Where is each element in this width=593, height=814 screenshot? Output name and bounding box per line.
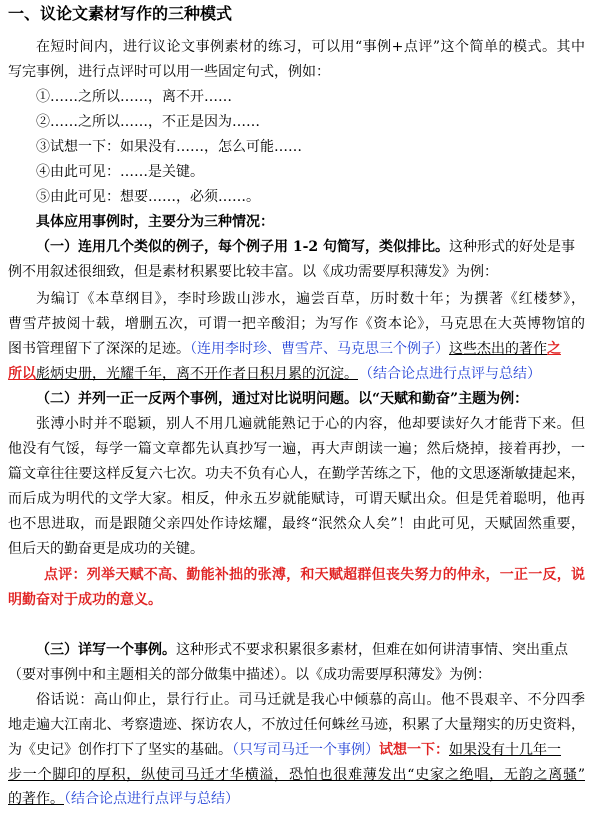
s2-line-3: 篇文章往往要这样反复六七次。功夫不负有心人，在勤学苦练之下，他的文思逐渐敏捷起来， [8, 466, 585, 482]
s1-example-3 [8, 339, 561, 359]
s3-p5-note: （结合论点进行点评与总结） [64, 791, 239, 807]
s3-p5-underlined: 的著作。 [8, 791, 64, 807]
pattern-2: ②……之所以……，不正是因为…… [36, 114, 260, 130]
s1-heading-rest: 这种形式的好处是事 [449, 239, 576, 255]
s3-heading: （三）详写一个事例。 [36, 642, 176, 658]
s2-line-2: 他没有气馁，每学一篇文章都先认真抄写一遍，再大声朗读一遍；然后烧掉，接着再抄，一 [8, 441, 585, 457]
s1-ex3-underlined: 这些杰出的著作 [449, 341, 547, 357]
s2-line-6: 但后天的勤奋更是成功的关键。 [8, 541, 204, 557]
intro-line-2: 写完事例，进行点评时可以用一些固定句式，例如： [8, 64, 330, 80]
s3-line-2: （要对事例中和主题相关的部分做集中描述）。以《成功需要厚积薄发》为例： [8, 667, 491, 683]
s1-ex3-red: 之 [547, 341, 561, 357]
situations-heading: 具体应用事例时，主要分为三种情况： [36, 214, 274, 230]
s3-para-2: 地走遍大江南北、考察遗迹、探访农人，不放过任何蛛丝马迹，积累了大量翔实的历史资料， [8, 717, 585, 733]
s1-heading-line [36, 237, 585, 257]
s3-p3-note: （只写司马迁一个事例） [232, 742, 379, 758]
s3-heading-rest: 这种形式不要求积累很多素材，但难在如何讲清事情、突出重点 [176, 642, 568, 658]
s3-para-3 [8, 740, 561, 760]
s3-para-4: 步一个脚印的厚积，纵使司马迁才华横溢，恐怕也很难薄发出“史家之绝唱，无韵之离骚” [8, 767, 585, 783]
s1-ex4-note: （结合论点进行点评与总结） [366, 366, 541, 382]
s3-para-5 [8, 789, 239, 809]
s1-ex3-note: （连用李时珍、曹雪芹、马克思三个例子） [190, 341, 449, 357]
s2-comment-2: 明勤奋对于成功的意义。 [8, 592, 162, 608]
s1-example-2: 曹雪芹披阅十载，增删五次，可谓一把辛酸泪；为写作《资本论》，马克思在大英博物馆的 [8, 316, 585, 332]
s1-ex3-text: 图书管理留下了深深的足迹。 [8, 341, 190, 357]
s1-ex4-red: 所以 [8, 366, 36, 382]
s1-example-1: 为编订《本草纲目》，李时珍跋山涉水，遍尝百草，历时数十年；为撰著《红楼梦》， [36, 291, 585, 307]
s3-p3-text: 为《史记》创作打下了坚实的基础。 [8, 742, 232, 758]
intro-line-1: 在短时间内，进行议论文事例素材的练习，可以用“事例+点评”这个简单的模式。其中 [36, 39, 585, 55]
pattern-3: ③试想一下：如果没有……，怎么可能…… [36, 139, 302, 155]
s2-line-1: 张溥小时并不聪颖，别人不用几遍就能熟记于心的内容，他却要读好久才能背下来。但 [36, 416, 585, 432]
s1-heading: （一）连用几个类似的例子，每个例子用 1-2 句简写，类似排比。 [36, 239, 450, 255]
s1-ex4-underlined: 彪炳史册，光耀千年，离不开作者日积月累的沉淀。 [36, 366, 358, 382]
pattern-5: ⑤由此可见：想要……，必须……。 [36, 189, 260, 205]
s3-para-1: 俗话说：高山仰止，景行行止。司马迁就是我心中倾慕的高山。他不畏艰辛、不分四季 [36, 692, 585, 708]
pattern-1: ①……之所以……，离不开…… [36, 89, 232, 105]
section-title: 一、议论文素材写作的三种模式 [8, 4, 233, 23]
s2-comment-1: 点评：列举天赋不高、勤能补拙的张溥，和天赋超群但丧失努力的仲永，一正一反，说 [44, 567, 585, 583]
s3-p3-underlined: 如果没有十几年一 [449, 742, 561, 758]
s3-p3-red: 试想一下： [379, 742, 449, 758]
s2-line-5: 也不思进取，而是跟随父亲四处作诗炫耀，最终“泯然众人矣”！由此可见，天赋固然重要， [8, 516, 585, 532]
s1-line-2: 例不用叙述很细致，但是素材积累要比较丰富。以《成功需要厚积薄发》为例： [8, 264, 498, 280]
s2-heading: （二）并列一正一反两个事例，通过对比说明问题。以“天赋和勤奋”主题为例： [36, 391, 529, 407]
s3-heading-line [36, 640, 585, 660]
s1-example-4 [8, 364, 541, 384]
s2-line-4: 而后成为明代的文学大家。相反，仲永五岁就能赋诗，可谓天赋出众。但是凭着聪明，他再 [8, 491, 585, 507]
pattern-4: ④由此可见：……是关键。 [36, 164, 204, 180]
